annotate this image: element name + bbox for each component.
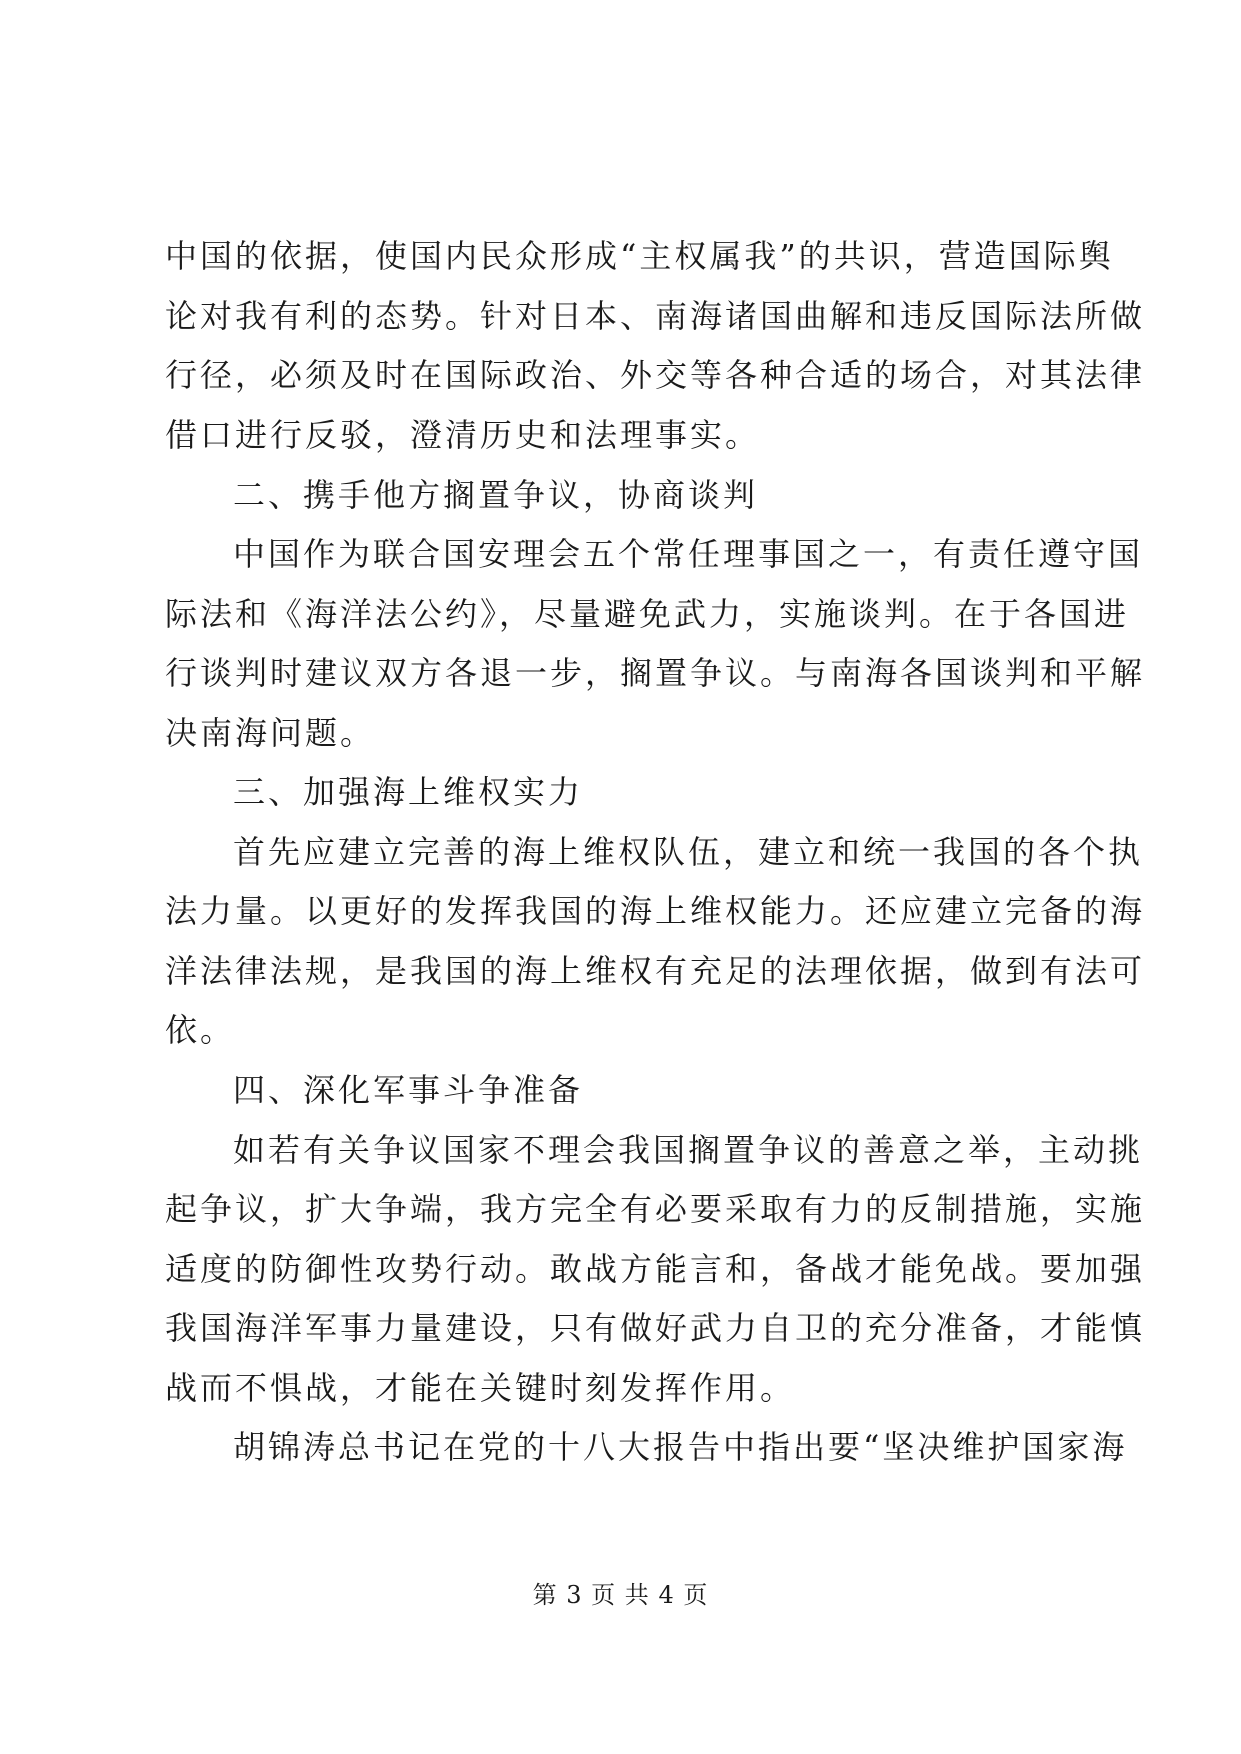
section-heading: 二、携手他方搁置争议，协商谈判 — [233, 476, 759, 514]
text-line: 我国海洋军事力量建设，只有做好武力自卫的充分准备，才能慎 — [165, 1309, 1146, 1347]
text-line: 如若有关争议国家不理会我国搁置争议的善意之举，主动挑 — [233, 1131, 1144, 1169]
text-line: 胡锦涛总书记在党的十八大报告中指出要“坚决维护国家海 — [233, 1428, 1128, 1466]
text-line: 行径，必须及时在国际政治、外交等各种合适的场合，对其法律 — [165, 356, 1146, 394]
text-line: 决南海问题。 — [165, 714, 376, 752]
text-line: 中国的依据，使国内民众形成“主权属我”的共识，营造国际舆 — [165, 237, 1114, 275]
page-number-footer: 第 3 页 共 4 页 — [532, 1581, 709, 1609]
text-line: 洋法律法规，是我国的海上维权有充足的法理依据，做到有法可 — [165, 952, 1146, 990]
text-line: 法力量。以更好的发挥我国的海上维权能力。还应建立完备的海 — [165, 892, 1146, 930]
section-heading: 四、深化军事斗争准备 — [233, 1071, 584, 1109]
text-line: 借口进行反驳，澄清历史和法理事实。 — [165, 416, 761, 454]
text-line: 起争议，扩大争端，我方完全有必要采取有力的反制措施，实施 — [165, 1190, 1146, 1228]
section-heading: 三、加强海上维权实力 — [233, 773, 584, 811]
text-line: 行谈判时建议双方各退一步，搁置争议。与南海各国谈判和平解 — [165, 654, 1146, 692]
text-line: 际法和《海洋法公约》，尽量避免武力，实施谈判。在于各国进 — [165, 595, 1130, 633]
text-line: 适度的防御性攻势行动。敢战方能言和，备战才能免战。要加强 — [165, 1250, 1146, 1288]
text-line: 论对我有利的态势。针对日本、南海诸国曲解和违反国际法所做 — [165, 297, 1146, 335]
text-line: 首先应建立完善的海上维权队伍，建立和统一我国的各个执 — [233, 833, 1144, 871]
text-line: 中国作为联合国安理会五个常任理事国之一，有责任遵守国 — [233, 535, 1144, 573]
text-line: 战而不惧战，才能在关键时刻发挥作用。 — [165, 1369, 796, 1407]
text-line: 依。 — [165, 1011, 236, 1049]
